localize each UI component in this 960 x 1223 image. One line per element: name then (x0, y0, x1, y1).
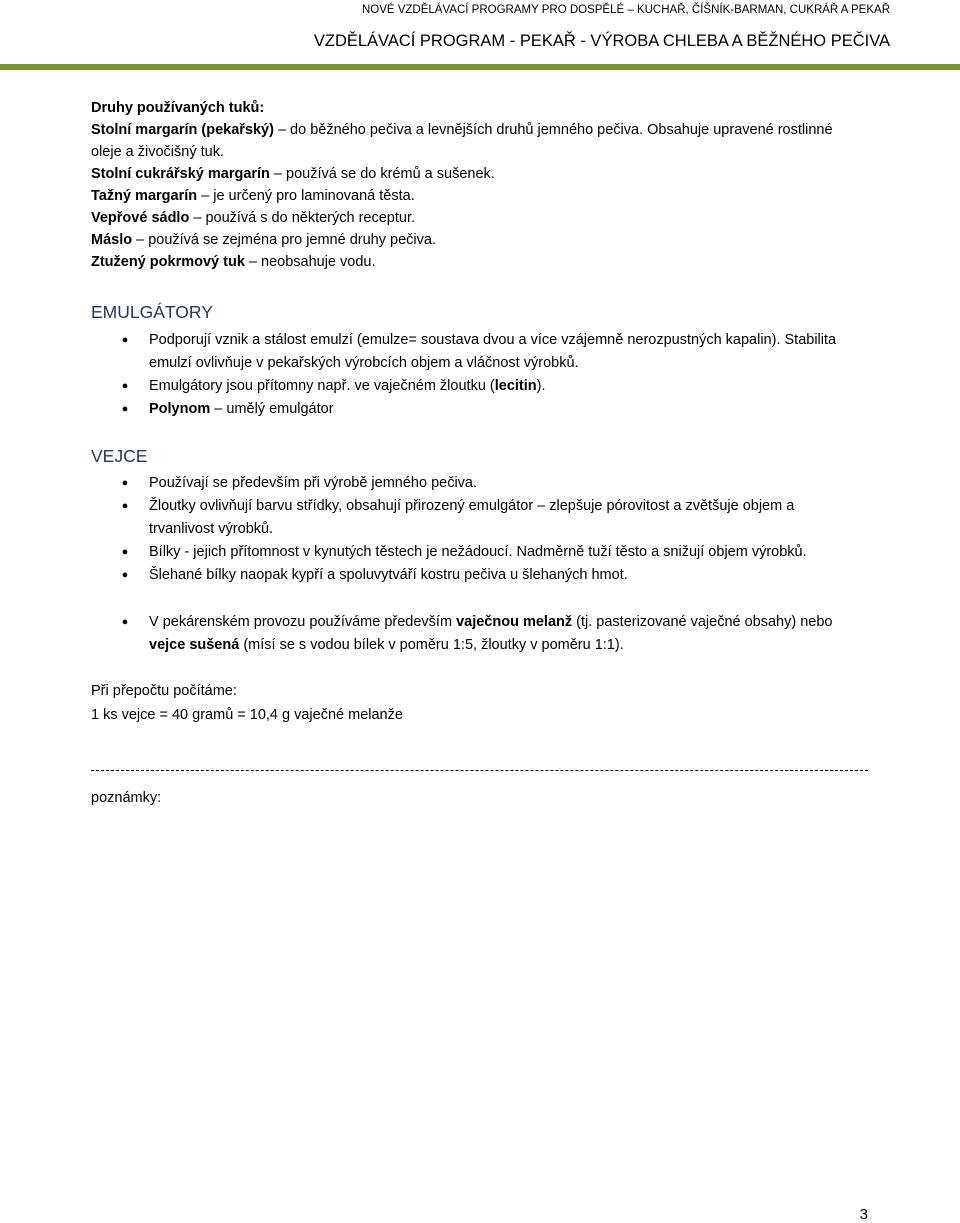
bullet-icon: ● (121, 380, 129, 392)
recalc-section (91, 679, 891, 727)
fat-description: – používá se do krémů a sušenek. (269, 166, 495, 182)
fat-item (91, 119, 891, 141)
list-item (118, 472, 848, 495)
eggs-b1: Používají se především při výrobě jemného pečiva. (149, 475, 478, 491)
eggs-list (118, 472, 848, 587)
bullet-icon: ● (121, 334, 129, 346)
fat-term: Tažný margarín (91, 188, 198, 204)
list-item (118, 495, 848, 541)
header-program-title: VZDĚLÁVACÍ PROGRAM - PEKAŘ - VÝROBA CHLEBA A BĚŽNÉHO PEČIVA (313, 32, 890, 50)
emulgators-b1-line1: Podporují vznik a stálost emulzí (emulze= soustava dvou a více vzájemně nerozpustných kapalin). Stabilita (149, 332, 837, 348)
fat-description: – používá se zejména pro jemné druhy pečiva. (132, 232, 436, 248)
fat-term: Máslo (91, 232, 133, 248)
bullet-icon: ● (121, 403, 129, 415)
fat-description: – do běžného pečiva a levnějších druhů jemného pečiva. Obsahuje upravené rostlinné (273, 122, 833, 138)
emulgators-b2-end: ). (536, 378, 546, 394)
notes-divider (91, 770, 868, 771)
fat-description: – používá s do některých receptur. (189, 210, 416, 226)
eggs-b5-text: V pekárenském provozu používáme především (149, 614, 457, 630)
emulgators-b2-text: Emulgátory jsou přítomny např. ve vaječném žloutku ( (149, 378, 495, 394)
list-item (118, 398, 848, 421)
eggs-b4: Šlehané bílky naopak kypří a spoluvytváří kostru pečiva u šlehaných hmot. (149, 567, 628, 583)
page-number: 3 (859, 1206, 868, 1223)
list-item (118, 375, 848, 398)
fat-item (91, 163, 891, 185)
fat-term: Vepřové sádlo (91, 210, 190, 226)
eggs-b5-text-end: (tj. pasterizované vaječné obsahy) nebo (572, 614, 833, 630)
fat-term: Ztužený pokrmový tuk (91, 254, 245, 270)
dried-eggs-term: vejce sušená (149, 637, 240, 653)
eggs-b5-line2: (mísí se s vodou bílek v poměru 1:5, žloutky v poměru 1:1). (239, 637, 624, 653)
fats-section (91, 97, 891, 273)
emulgators-b1-line2: emulzí ovlivňuje v pekařských výrobcích objem a vláčnost výrobků. (149, 355, 579, 371)
fat-description: – neobsahuje vodu. (244, 254, 376, 270)
fat-item (91, 185, 891, 207)
lecitin-term: lecitin (494, 378, 537, 394)
header-program-series: NOVÉ VZDĚLÁVACÍ PROGRAMY PRO DOSPĚLÉ – KUCHAŘ, ČÍŠNÍK-BARMAN, CUKRÁŘ A PEKAŘ (361, 4, 890, 16)
fat-item (91, 141, 891, 163)
list-item (118, 541, 848, 564)
list-item (118, 329, 848, 375)
bullet-icon: ● (121, 616, 129, 628)
fat-description: – je určený pro laminovaná těsta. (197, 188, 415, 204)
recalc-formula: 1 ks vejce = 40 gramů = 10,4 g vaječné melanže (91, 707, 403, 723)
header-divider-bar (0, 64, 960, 70)
eggs-b2-line2: trvanlivost výrobků. (149, 521, 274, 537)
emulgators-title: EMULGÁTORY (91, 302, 213, 322)
eggs-title: VEJCE (91, 446, 148, 466)
eggs-b2-line1: Žloutky ovlivňují barvu střídky, obsahují přirozený emulgátor – zlepšuje pórovitost a zvětšuje objem a (149, 498, 795, 514)
fat-term: Stolní cukrářský margarín (91, 166, 270, 182)
bullet-icon: ● (121, 569, 129, 581)
emulgators-list (118, 329, 848, 421)
eggs-list-continued (118, 611, 848, 657)
fat-term: Stolní margarín (pekařský) (91, 122, 274, 138)
list-item (118, 564, 848, 587)
notes-label: poznámky: (91, 790, 162, 806)
melanz-term: vaječnou melanž (456, 614, 573, 630)
bullet-icon: ● (121, 500, 129, 512)
emulgators-b3-text: – umělý emulgátor (210, 401, 334, 417)
eggs-b3: Bílky - jejich přítomnost v kynutých těstech je nežádoucí. Nadměrně tuží těsto a snižují objem výrobků. (149, 544, 807, 560)
fat-item (91, 207, 891, 229)
recalc-heading: Při přepočtu počítáme: (91, 683, 237, 699)
bullet-icon: ● (121, 477, 129, 489)
fat-description: oleje a živočišný tuk. (91, 144, 224, 160)
list-item (118, 611, 848, 657)
fat-item (91, 251, 891, 273)
bullet-icon: ● (121, 546, 129, 558)
fat-item (91, 229, 891, 251)
fats-heading: Druhy používaných tuků: (91, 100, 265, 116)
polynom-term: Polynom (149, 401, 211, 417)
